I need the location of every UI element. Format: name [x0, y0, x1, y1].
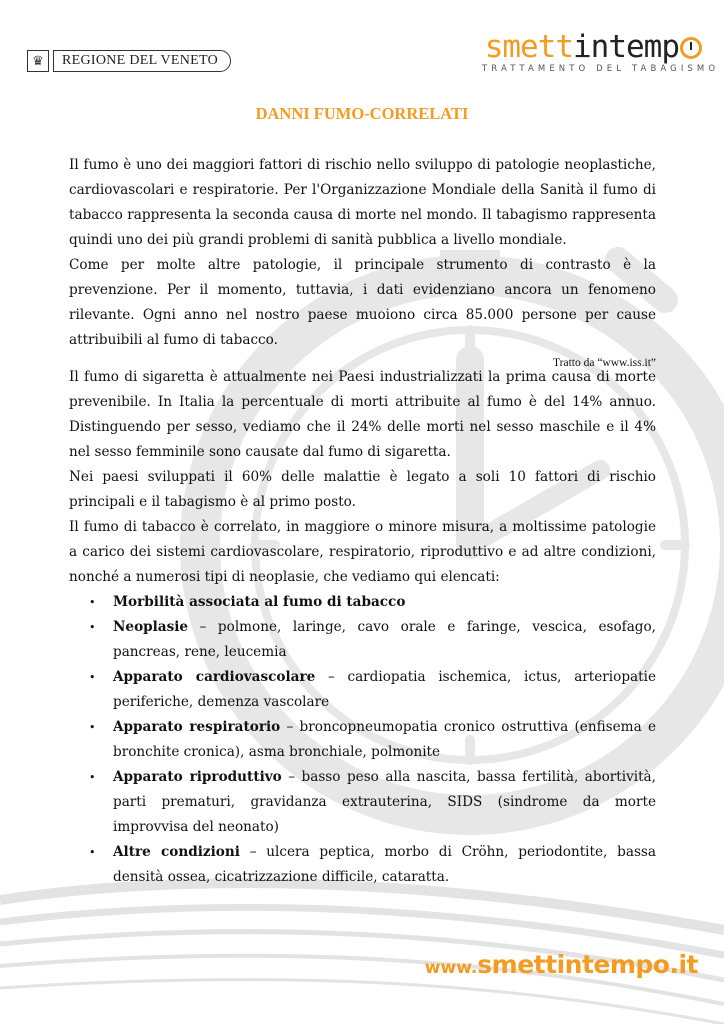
details-section: [69, 365, 656, 890]
list-item-term: Apparato cardiovascolare: [113, 669, 316, 685]
smettintempo-wordmark: smettintemp: [482, 28, 702, 66]
list-item: [113, 615, 656, 665]
list-item-description: – basso peso alla nascita, bassa fertilità, abortività, parti prematuri, gravidanza extrauterina, SIDS (sindrome da morte improvvisa del neonato): [113, 769, 656, 835]
list-item-description: – ulcera peptica, morbo di Cröhn, periodontite, bassa densità ossea, cicatrizzazione difficile, cataratta.: [113, 844, 656, 885]
list-item-term: Morbilità associata al fumo di tabacco: [113, 594, 406, 610]
list-item-term: Apparato riproduttivo: [113, 769, 282, 785]
list-item: [113, 840, 656, 890]
page-title: DANNI FUMO-CORRELATI: [255, 104, 469, 123]
regione-veneto-label: REGIONE DEL VENETO: [53, 50, 231, 72]
details-paragraph-2: Nei paesi sviluppati il 60% delle malattie è legato a soli 10 fattori di rischio principali e il tabagismo è al primo posto.: [69, 469, 656, 510]
list-item: [113, 590, 656, 615]
intro-paragraph-2: Come per molte altre patologie, il principale strumento di contrasto è la prevenzione. Per il momento, tuttavia, i dati evidenziano ancora un fenomeno rilevante. Ogni anno nel nostro paese muoiono circa 85.000 persone per cause attribuibili al fumo di tabacco.: [69, 257, 656, 348]
list-item: [113, 665, 656, 715]
source-citation: Tratto da “www.iss.it”: [553, 357, 656, 369]
intro-section: [69, 153, 656, 373]
list-item-term: Altre condizioni: [113, 844, 240, 860]
lion-crest-icon: ♛: [27, 50, 49, 72]
list-item-term: Apparato respiratorio: [113, 719, 281, 735]
smettintempo-logo: [482, 28, 720, 74]
list-item-term: Neoplasie: [113, 619, 189, 635]
details-paragraph-1: Il fumo di sigaretta è attualmente nei Paesi industrializzati la prima causa di morte prevenibile. In Italia la percentuale di morti attribuite al fumo è del 14% annuo. Distinguendo per sesso, vediamo che il 24% delle morti nel sesso maschile e il 4% nel sesso femminile sono causate dal fumo di sigaretta.: [69, 369, 656, 460]
list-item: [113, 715, 656, 765]
list-item-description: – cardiopatia ischemica, ictus, arteriopatie periferiche, demenza vascolare: [113, 669, 656, 710]
list-item-description: – polmone, laringe, cavo orale e faringe, vescica, esofago, pancreas, rene, leucemia: [113, 619, 656, 660]
details-paragraph-3: Il fumo di tabacco è correlato, in maggiore o minore misura, a moltissime patologie a carico dei sistemi cardiovascolare, respiratorio, riproduttivo e ad altre condizioni, nonché a numerosi tipi di neoplasie, che vediamo qui elencati:: [69, 519, 656, 585]
intro-paragraph-1: Il fumo è uno dei maggiori fattori di rischio nello sviluppo di patologie neoplastiche, cardiovascolari e respiratorie. Per l'Organizzazione Mondiale della Sanità il fumo di tabacco rappresenta la seconda causa di morte nel mondo. Il tabagismo rappresenta quindi uno dei più grandi problemi di sanità pubblica a livello mondiale.: [69, 157, 656, 248]
list-item: [113, 765, 656, 840]
disease-list: [69, 590, 656, 890]
list-item-description: – broncopneumopatia cronico ostruttiva (enfisema e bronchite cronica), asma bronchiale, polmonite: [113, 719, 656, 760]
logo-tagline: TRATTAMENTO DEL TABAGISMO: [482, 64, 720, 74]
website-url[interactable]: www.smettintempo.it: [424, 950, 698, 979]
stopwatch-icon: [680, 37, 702, 59]
regione-veneto-logo: [27, 50, 231, 72]
